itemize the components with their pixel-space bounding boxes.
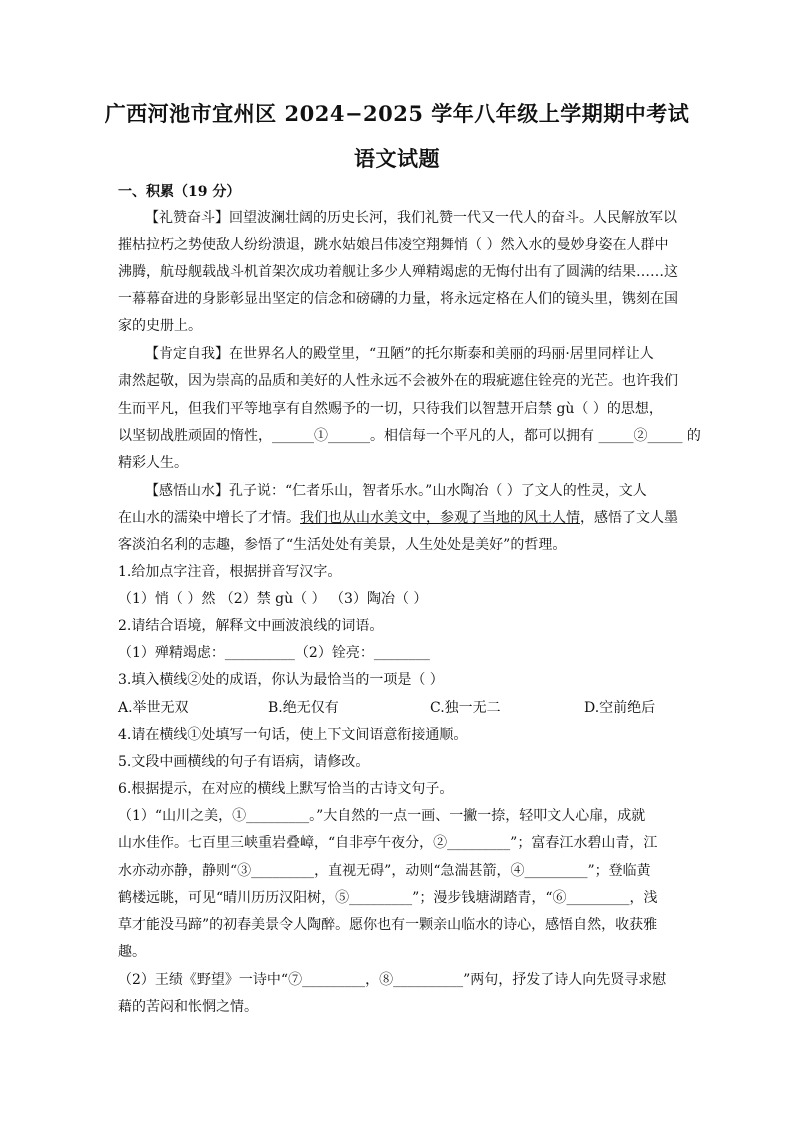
- question-6: 6.根据提示，在对应的横线上默写恰当的古诗文句子。: [118, 781, 454, 797]
- paragraph-line: 一幕幕奋进的身影彰显出坚定的信念和磅礴的力量，将永远定格在人们的镜头里，镌刻在国: [118, 291, 678, 307]
- paragraph-line: 家的史册上。: [118, 318, 202, 334]
- paragraph-line: [118, 507, 678, 527]
- question-6-line: 水亦动亦静，静则“③_________，直视无碍”，动则“急湍甚箭，④_________”；登临黄: [118, 863, 651, 879]
- option-b: B.绝无仅有: [268, 700, 339, 716]
- paragraph-line: 【感悟山水】孔子说：“仁者乐山，智者乐水。”山水陶冶（ ）了文人的性灵，文人: [145, 483, 647, 499]
- question-4: 4.请在横线①处填写一句话，使上下文间语意衔接通顺。: [118, 727, 468, 743]
- paragraph-line: 【肯定自我】在世界名人的殿堂里，“丑陋”的托尔斯泰和美丽的玛丽·居里同样让人: [145, 346, 654, 362]
- paragraph-line: 【礼赞奋斗】回望波澜壮阔的历史长河，我们礼赞一代又一代人的奋斗。人民解放军以: [145, 210, 677, 226]
- section-heading: 一、积累（19 分）: [118, 184, 241, 200]
- option-a: A.举世无双: [118, 700, 189, 716]
- question-2: 2.请结合语境，解释文中画波浪线的词语。: [118, 618, 384, 634]
- page-title: 广西河池市宜州区 2024−2025 学年八年级上学期期中考试: [104, 101, 690, 126]
- question-5: 5.文段中画横线的句子有语病，请修改。: [118, 754, 370, 770]
- paragraph-text: 在山水的濡染中增长了才情。: [118, 510, 300, 526]
- underlined-sentence: 我们也从山水美文中，参观了当地的风土人情: [300, 510, 580, 526]
- question-6-line: （1）“山川之美，①_________。”大自然的一点一画、一撇一捺，轻叩文人心扉，成就: [118, 808, 646, 824]
- question-1: 1.给加点字注音，根据拼音写汉字。: [118, 564, 342, 580]
- paragraph-line: 摧枯拉朽之势使敌人纷纷溃退，跳水姑娘吕伟凌空翔舞悄（ ）然入水的曼妙身姿在人群中: [118, 237, 669, 253]
- paragraph-line: 精彩人生。: [118, 455, 188, 471]
- question-6-line: 草才能没马蹄”的初春美景令人陶醉。愿你也有一颗亲山临水的诗心，感悟自然，收获雅: [118, 917, 658, 933]
- option-c: C.独一无二: [430, 700, 501, 716]
- question-6-line: 趣。: [118, 944, 146, 960]
- question-1-items: （1）悄（ ）然 （2）禁 gù（ ） （3）陶冶（ ）: [118, 591, 428, 607]
- paragraph-line: 以坚韧战胜顽固的惰性，______①______。相信每一个平凡的人，都可以拥有 _____②_____ 的: [118, 428, 701, 444]
- option-d: D.空前绝后: [584, 700, 656, 716]
- question-3: 3.填入横线②处的成语，你认为最恰当的一项是（ ）: [118, 672, 444, 688]
- paragraph-line: 肃然起敬，因为崇高的品质和美好的人性永远不会被外在的瑕疵遮住铨亮的光芒。也许我们: [118, 373, 678, 389]
- question-2-items: （1）殚精竭虑：__________（2）铨亮：________: [118, 645, 430, 661]
- question-6-line: （2）王绩《野望》一诗中“⑦_________，⑧__________”两句，抒发了诗人向先贤寻求慰: [118, 972, 667, 988]
- paragraph-line: 客淡泊名利的志趣，参悟了“生活处处有美景，人生处处是美好”的哲理。: [118, 537, 567, 553]
- page-subtitle: 语文试题: [354, 146, 440, 171]
- question-6-line: 鹤楼远眺，可见“晴川历历汉阳树，⑤_________”；漫步钱塘湖踏青，“⑥_________，浅: [118, 890, 658, 906]
- question-6-line: 藉的苦闷和怅惘之情。: [118, 999, 258, 1015]
- paragraph-line: 生而平凡，但我们平等地享有自然赐予的一切，只待我们以智慧开启禁 gù（ ）的思想，: [118, 401, 663, 417]
- paragraph-line: 沸腾，航母舰载战斗机首架次成功着舰让多少人殚精竭虑的无悔付出有了圆满的结果……这: [118, 264, 678, 280]
- question-6-line: 山水佳作。七百里三峡重岩叠嶂，“自非亭午夜分，②_________”；富春江水碧山青，江: [118, 835, 658, 851]
- paragraph-text: ，感悟了文人墨: [580, 510, 678, 526]
